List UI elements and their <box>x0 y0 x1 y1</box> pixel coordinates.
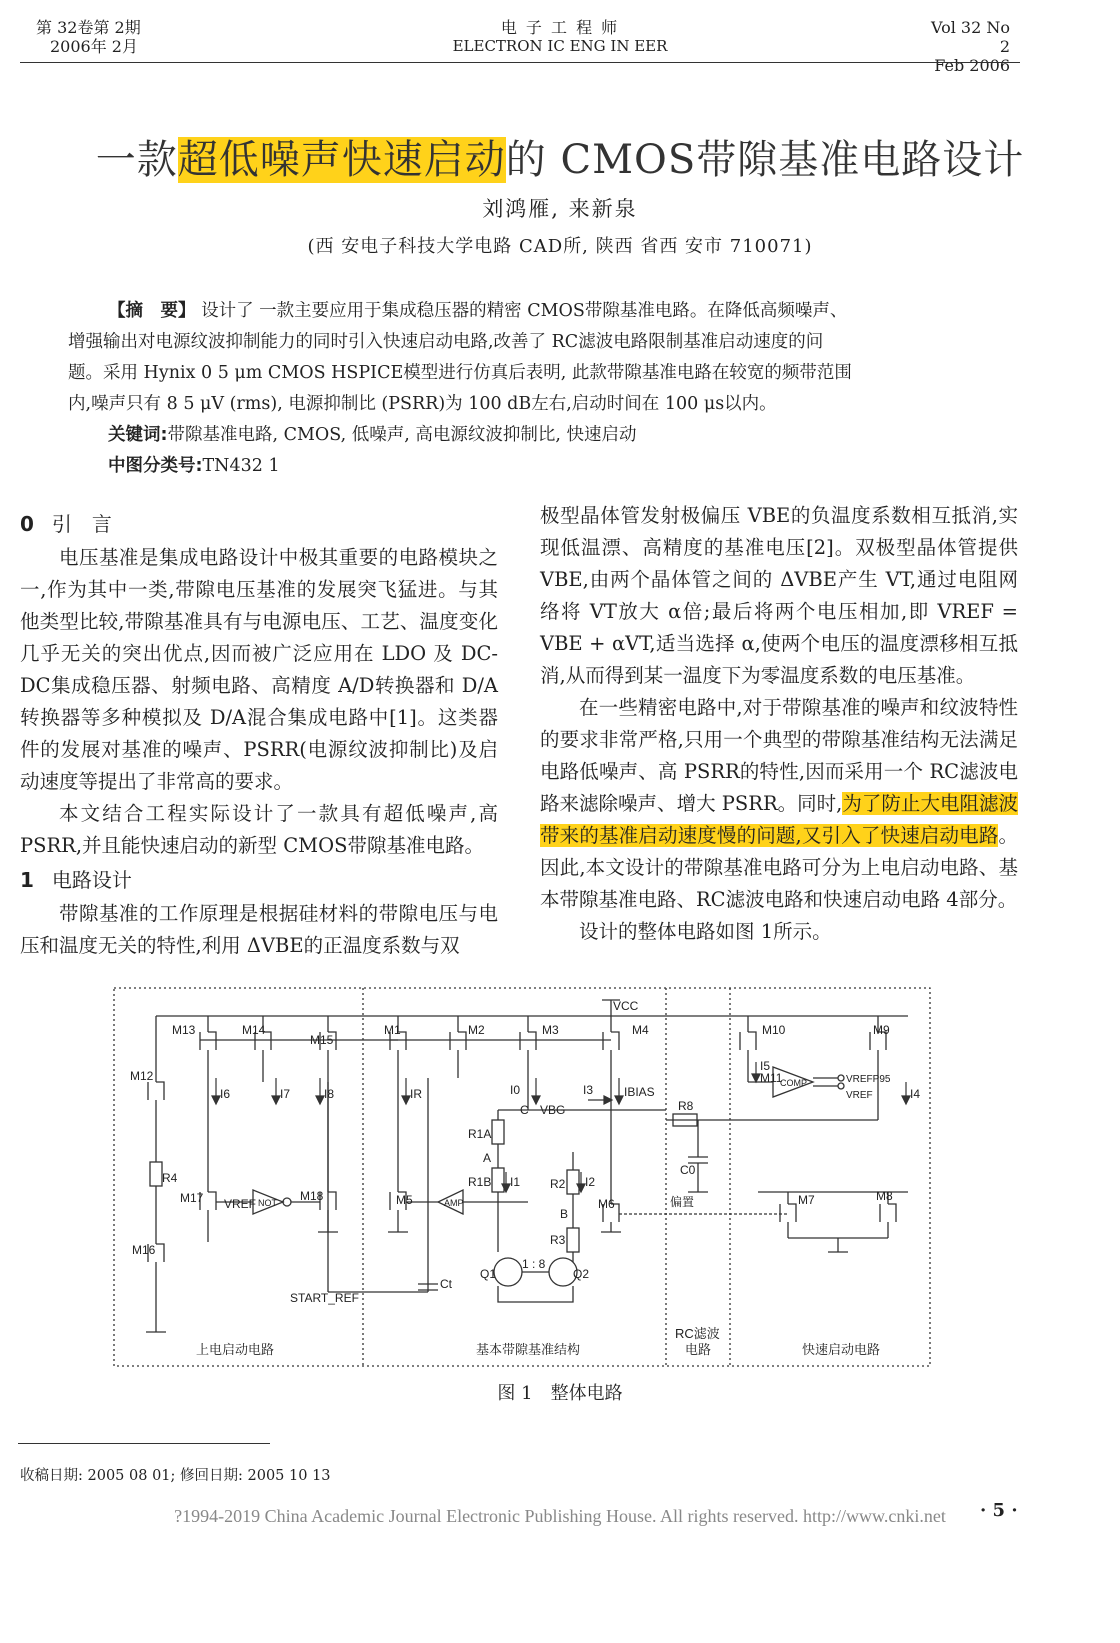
label-r1b: R1B <box>468 1175 492 1189</box>
label-m10: M10 <box>762 1023 786 1037</box>
header-center-2: ELECTRON IC ENG IN EER <box>452 37 668 55</box>
authors: 刘鸿雁, 来新泉 <box>482 197 638 221</box>
keywords-label: 关键词: <box>108 425 168 445</box>
label-m9: M9 <box>873 1023 890 1037</box>
label-node-c: C <box>520 1103 529 1117</box>
label-node-a: A <box>483 1151 492 1165</box>
section-0-number: 0 <box>20 512 34 536</box>
label-m12: M12 <box>130 1069 154 1083</box>
paragraph-right-2-b: 。因此,本文设计的带隙基准电路可分为上电启动电路、基本带隙基准电路、RC滤波电路和快速启动电路 4部分。 <box>540 824 1018 911</box>
paper-title <box>0 128 1120 185</box>
label-m2: M2 <box>468 1023 485 1037</box>
label-c0: C0 <box>680 1163 696 1177</box>
header-right-1: Vol 32 No 2 <box>931 18 1010 56</box>
label-vcc: VCC <box>613 999 639 1013</box>
classification: TN432 1 <box>202 456 280 476</box>
label-m14: M14 <box>242 1023 266 1037</box>
keywords: 带隙基准电路, CMOS, 低噪声, 高电源纹波抑制比, 快速启动 <box>167 425 637 445</box>
label-r1a: R1A <box>468 1127 492 1141</box>
title-highlight-1: 超低噪声 <box>177 137 342 183</box>
label-i0: I0 <box>510 1083 521 1097</box>
paragraph-right-3: 设计的整体电路如图 1所示。 <box>579 920 832 943</box>
highlighted-sentence: 为了防止大电阻滤波带来的基准启动速度慢的问题,又引入了快速启动电路 <box>540 792 1018 847</box>
paragraph-design-1: 带隙基准的工作原理是根据硅材料的带隙电压与电压和温度无关的特性,利用 ΔVBE的正温度系数与双 <box>20 902 498 957</box>
header-center-1: 电 子 工 程 师 <box>500 18 620 37</box>
label-m17: M17 <box>180 1191 204 1205</box>
paragraph-right-2-a: 在一些精密电路中,对于带隙基准的噪声和纹波特性的要求非常严格,只用一个典型的带隙基准结构无法满足电路低噪声、高 PSRR的特性,因而采用一个 RC滤波电路来滤除噪声、增大 PSRR。同时, <box>540 696 1018 815</box>
title-pre: 一款 <box>95 137 178 183</box>
section-label-rc-2: 电路 <box>685 1342 712 1357</box>
label-i2: I2 <box>585 1175 596 1189</box>
abstract-line-1: 设计了 一款主要应用于集成稳压器的精密 CMOS带隙基准电路。在降低高频噪声、 <box>201 301 848 321</box>
paragraph-right-2 <box>540 692 1018 916</box>
header-left-2: 2006年 2月 <box>50 37 138 56</box>
label-m5: M5 <box>396 1193 413 1207</box>
title-highlight-2: 快速启动 <box>341 137 506 183</box>
footnote: 收稿日期: 2005 08 01; 修回日期: 2005 10 13 <box>20 1468 331 1484</box>
label-q1: Q1 <box>480 1267 497 1281</box>
label-amp: AMP <box>444 1198 464 1208</box>
section-0-heading <box>20 506 498 542</box>
section-1-number: 1 <box>20 868 34 892</box>
label-m16: M16 <box>132 1243 156 1257</box>
header-right-2: Feb 2006 <box>934 56 1010 75</box>
affiliation: (西 安电子科技大学电路 CAD所, 陕西 省西 安市 710071) <box>307 236 813 257</box>
abstract-line-4: 内,噪声只有 8 5 μV (rms), 电源抑制比 (PSRR)为 100 dB左右,启动时间在 100 μs以内。 <box>68 394 777 414</box>
section-1-heading <box>20 862 498 898</box>
paragraph-intro-2: 本文结合工程实际设计了一款具有超低噪声,高 PSRR,并且能快速启动的新型 CMOS带隙基准电路。 <box>20 802 498 857</box>
label-node-b: B <box>560 1207 569 1221</box>
header-left-1: 第 32卷第 2期 <box>36 18 141 37</box>
section-label-bandgap: 基本带隙基准结构 <box>476 1342 581 1357</box>
label-m1: M1 <box>384 1023 401 1037</box>
label-m15: M15 <box>310 1033 334 1047</box>
label-i5: I5 <box>760 1059 771 1073</box>
label-m13: M13 <box>172 1023 196 1037</box>
title-post: 的 CMOS带隙基准电路设计 <box>505 137 1025 183</box>
label-not: NOT <box>258 1198 277 1208</box>
label-comp: COMP <box>780 1078 807 1088</box>
paragraph-right-1: 极型晶体管发射极偏压 VBE的负温度系数相互抵消,实现低温漂、高精度的基准电压[2]。双极型晶体管提供 VBE,由两个晶体管之间的 ΔVBE产生 VT,通过电阻网络将 VT放大 α倍;最后将两个电压相加,即 VREF = VBE + αVT,适当选择 α,使两个电压的温度漂移相互抵消,从而得到某一温度下为零温度系数的电压基准。 <box>540 504 1018 687</box>
label-m4: M4 <box>632 1023 649 1037</box>
label-ratio: 1 : 8 <box>522 1257 546 1271</box>
figure-caption: 图 1 整体电路 <box>497 1383 623 1404</box>
header-rule <box>20 62 1020 63</box>
page-number: · 5 · <box>980 1500 1018 1521</box>
section-label-fast-start: 快速启动电路 <box>802 1342 881 1357</box>
label-q2: Q2 <box>573 1267 590 1281</box>
label-i6: I6 <box>220 1087 231 1101</box>
label-i1: I1 <box>510 1175 521 1189</box>
label-m3: M3 <box>542 1023 559 1037</box>
label-vbg: VBG <box>540 1103 566 1117</box>
label-m8: M8 <box>876 1189 893 1203</box>
label-start-ref: START_REF <box>290 1291 359 1305</box>
abstract-line-3: 题。采用 Hynix 0 5 μm CMOS HSPICE模型进行仿真后表明, 此款带隙基准电路在较宽的频带范围 <box>68 363 852 383</box>
abstract-label: 【摘 要】 <box>108 301 196 321</box>
label-ibias: IBIAS <box>624 1085 655 1099</box>
label-i3: I3 <box>583 1083 594 1097</box>
section-1-title: 电路设计 <box>51 868 132 892</box>
label-vrefp95: VREFP95 <box>846 1074 891 1085</box>
section-label-rc-1: RC滤波 <box>675 1326 720 1341</box>
abstract <box>68 296 1036 482</box>
section-0-title: 引 言 <box>51 512 112 536</box>
label-ct: Ct <box>440 1277 452 1291</box>
classification-label: 中图分类号: <box>108 456 203 476</box>
label-ir: IR <box>410 1087 422 1101</box>
label-r4: R4 <box>162 1171 178 1185</box>
copyright: ?1994-2019 China Academic Journal Electronic Publishing House. All rights reserved. http://www.cnki.net <box>174 1506 946 1526</box>
label-vref-out: VREF <box>846 1090 873 1101</box>
label-m11: M11 <box>760 1071 783 1085</box>
paragraph-intro-1: 电压基准是集成电路设计中极其重要的电路模块之一,作为其中一类,带隙电压基准的发展突飞猛进。与其他类型比较,带隙基准具有与电源电压、工艺、温度变化几乎无关的突出优点,因而被广泛应用在 LDO 及 DC-DC集成稳压器、射频电路、高精度 A/D转换器和 D/A转换器等多种模拟及 D/A混合集成电路中[1]。这类器件的发展对基准的噪声、PSRR(电源纹波抑制比)及启动速度等提出了非常高的要求。 <box>20 546 498 793</box>
label-r8: R8 <box>678 1099 694 1113</box>
label-m18: M18 <box>300 1189 324 1203</box>
label-r2: R2 <box>550 1177 566 1191</box>
right-column <box>540 500 1018 948</box>
label-i8: I8 <box>324 1087 335 1101</box>
label-vref-in: VREF <box>224 1197 257 1211</box>
label-bias: 偏置 <box>670 1195 695 1209</box>
left-column <box>20 506 498 962</box>
label-m7: M7 <box>798 1193 815 1207</box>
label-i4: I4 <box>910 1087 921 1101</box>
journal-date <box>920 18 1010 75</box>
section-label-startup: 上电启动电路 <box>196 1342 275 1357</box>
label-i7: I7 <box>280 1087 291 1101</box>
abstract-line-2: 增强输出对电源纹波抑制能力的同时引入快速启动电路,改善了 RC滤波电路限制基准启动速度的问 <box>68 332 824 352</box>
figure-border <box>114 988 930 1366</box>
footnote-rule <box>18 1443 270 1444</box>
label-m6: M6 <box>598 1197 615 1211</box>
circuit-diagram <box>108 982 938 1372</box>
label-r3: R3 <box>550 1233 566 1247</box>
